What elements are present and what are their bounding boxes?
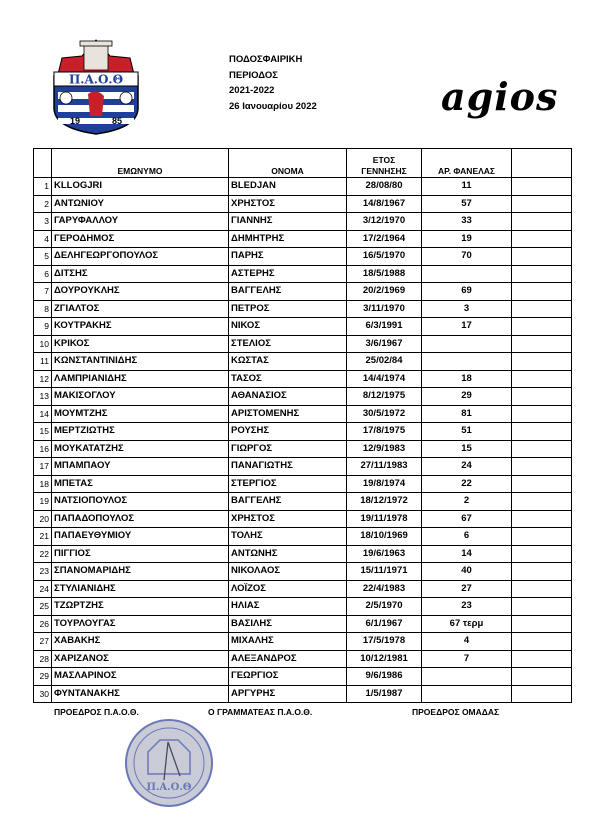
cell-birth-date: 9/6/1986 [347, 668, 422, 686]
cell-jersey: 2 [422, 493, 512, 511]
table-row [34, 178, 572, 196]
cell-surname: ΑΝΤΩΝΙΟΥ [52, 195, 229, 213]
cell-surname: ΜΑΣΛΑΡΙΝΟΣ [52, 668, 229, 686]
cell-surname: ΜΟΥΚΑΤΑΤΖΗΣ [52, 440, 229, 458]
header-jersey: ΑΡ. ΦΑΝΕΛΑΣ [422, 149, 512, 178]
cell-extra [512, 475, 572, 493]
cell-surname: ΦΥΝΤΑΝΑΚΗΣ [52, 685, 229, 703]
row-index: 21 [34, 528, 52, 546]
cell-jersey: 14 [422, 545, 512, 563]
cell-jersey: 81 [422, 405, 512, 423]
cell-surname: ΖΓΙΑΛΤΟΣ [52, 300, 229, 318]
heading-title: ΠΟΔΟΣΦΑΙΡΙΚΗ [229, 54, 303, 65]
footer-team-president: ΠΡΟΕΔΡΟΣ ΟΜΑΔΑΣ [412, 707, 500, 717]
table-row [34, 423, 572, 441]
table-row [34, 633, 572, 651]
cell-surname: ΜΠΑΜΠΑΟΥ [52, 458, 229, 476]
cell-birth-date: 17/5/1978 [347, 633, 422, 651]
heading-season: 2021-2022 [229, 85, 275, 97]
document-heading [229, 52, 317, 114]
cell-jersey [422, 335, 512, 353]
table-row [34, 685, 572, 703]
row-index: 12 [34, 370, 52, 388]
cell-surname: ΚΟΥΤΡΑΚΗΣ [52, 318, 229, 336]
cell-name: ΓΙΑΝΝΗΣ [229, 213, 347, 231]
cell-extra [512, 668, 572, 686]
cell-name: ΡΟΥΣΗΣ [229, 423, 347, 441]
cell-name: ΒΑΓΓΕΛΗΣ [229, 493, 347, 511]
header-surname: ΕΜΩΝΥΜΟ [52, 149, 229, 178]
table-row [34, 405, 572, 423]
cell-jersey: 22 [422, 475, 512, 493]
cell-birth-date: 3/12/1970 [347, 213, 422, 231]
stamp-text: Π.Α.Ο.Θ [146, 782, 192, 793]
cell-birth-date: 20/2/1969 [347, 283, 422, 301]
cell-name: ΑΝΤΩΝΗΣ [229, 545, 347, 563]
cell-name: ΤΑΣΟΣ [229, 370, 347, 388]
row-index: 24 [34, 580, 52, 598]
cell-jersey [422, 265, 512, 283]
cell-surname: ΓΑΡΥΦΑΛΛΟΥ [52, 213, 229, 231]
cell-birth-date: 10/12/1981 [347, 650, 422, 668]
table-row [34, 213, 572, 231]
row-index: 19 [34, 493, 52, 511]
table-row [34, 493, 572, 511]
cell-birth-date: 16/5/1970 [347, 248, 422, 266]
cell-surname: ΜΟΥΜΤΖΗΣ [52, 405, 229, 423]
cell-birth-date: 15/11/1971 [347, 563, 422, 581]
cell-name: ΜΙΧΑΛΗΣ [229, 633, 347, 651]
cell-birth-date: 30/5/1972 [347, 405, 422, 423]
cell-birth-date: 19/8/1974 [347, 475, 422, 493]
cell-surname: ΠΙΓΓΙΟΣ [52, 545, 229, 563]
cell-birth-date: 25/02/84 [347, 353, 422, 371]
cell-name: ΑΣΤΕΡΗΣ [229, 265, 347, 283]
table-row [34, 353, 572, 371]
cell-extra [512, 230, 572, 248]
table-row [34, 458, 572, 476]
cell-birth-date: 17/2/1964 [347, 230, 422, 248]
footer-president: ΠΡΟΕΔΡΟΣ Π.Α.Ο.Θ. [54, 707, 139, 717]
cell-surname: ΣΤΥΛΙΑΝΙΔΗΣ [52, 580, 229, 598]
cell-birth-date: 27/11/1983 [347, 458, 422, 476]
cell-surname: ΝΑΤΣΙΟΠΟΥΛΟΣ [52, 493, 229, 511]
cell-extra [512, 563, 572, 581]
cell-jersey: 24 [422, 458, 512, 476]
header-birth-year-line2: ΓΕΝΝΗΣΗΣ [361, 166, 407, 176]
table-row [34, 318, 572, 336]
cell-birth-date: 14/4/1974 [347, 370, 422, 388]
table-row [34, 580, 572, 598]
table-row [34, 475, 572, 493]
row-index: 27 [34, 633, 52, 651]
cell-extra [512, 335, 572, 353]
cell-extra [512, 178, 572, 196]
cell-jersey: 70 [422, 248, 512, 266]
cell-surname: ΔΕΛΗΓΕΩΡΓΟΠΟΥΛΟΣ [52, 248, 229, 266]
cell-jersey: 6 [422, 528, 512, 546]
cell-jersey [422, 668, 512, 686]
cell-extra [512, 685, 572, 703]
cell-jersey: 29 [422, 388, 512, 406]
cell-extra [512, 195, 572, 213]
cell-extra [512, 598, 572, 616]
cell-birth-date: 3/6/1967 [347, 335, 422, 353]
cell-name: ΣΤΕΛΙΟΣ [229, 335, 347, 353]
cell-birth-date: 18/10/1969 [347, 528, 422, 546]
cell-birth-date: 12/9/1983 [347, 440, 422, 458]
row-index: 2 [34, 195, 52, 213]
cell-jersey: 17 [422, 318, 512, 336]
table-row [34, 440, 572, 458]
table-row [34, 230, 572, 248]
table-row [34, 195, 572, 213]
row-index: 30 [34, 685, 52, 703]
cell-surname: ΤΖΩΡΤΖΗΣ [52, 598, 229, 616]
heading-period: ΠΕΡΙΟΔΟΣ [229, 69, 278, 81]
club-logo [44, 36, 148, 136]
table-row [34, 615, 572, 633]
cell-name: ΛΟΪΖΟΣ [229, 580, 347, 598]
row-index: 26 [34, 615, 52, 633]
cell-jersey: 19 [422, 230, 512, 248]
row-index: 25 [34, 598, 52, 616]
cell-name: ΔΗΜΗΤΡΗΣ [229, 230, 347, 248]
cell-birth-date: 3/11/1970 [347, 300, 422, 318]
cell-surname: ΜΑΚΙΣΟΓΛΟΥ [52, 388, 229, 406]
roster-table [33, 148, 572, 703]
cell-extra [512, 493, 572, 511]
cell-extra [512, 405, 572, 423]
table-row [34, 265, 572, 283]
cell-surname: ΚΡΙΚΟΣ [52, 335, 229, 353]
header-name: ΟΝΟΜΑ [229, 149, 347, 178]
table-row [34, 528, 572, 546]
cell-name: ΑΛΕΞΑΝΔΡΟΣ [229, 650, 347, 668]
cell-jersey: 67 [422, 510, 512, 528]
table-row [34, 283, 572, 301]
cell-jersey: 3 [422, 300, 512, 318]
club-stamp [124, 718, 214, 808]
cell-jersey: 33 [422, 213, 512, 231]
logo-year-left: 19 [70, 116, 81, 126]
cell-surname: ΧΑΒΑΚΗΣ [52, 633, 229, 651]
cell-jersey [422, 353, 512, 371]
row-index: 13 [34, 388, 52, 406]
cell-surname: ΠΑΠΑΕΥΘΥΜΙΟΥ [52, 528, 229, 546]
row-index: 8 [34, 300, 52, 318]
cell-jersey [422, 685, 512, 703]
cell-surname: ΤΟΥΡΛΟΥΓΑΣ [52, 615, 229, 633]
cell-name: ΠΕΤΡΟΣ [229, 300, 347, 318]
table-row [34, 300, 572, 318]
cell-extra [512, 300, 572, 318]
cell-name: ΠΑΡΗΣ [229, 248, 347, 266]
cell-name: ΧΡΗΣΤΟΣ [229, 195, 347, 213]
cell-name: ΝΙΚΟΛΑΟΣ [229, 563, 347, 581]
cell-jersey: 69 [422, 283, 512, 301]
cell-surname: ΔΟΥΡΟΥΚΛΗΣ [52, 283, 229, 301]
table-row [34, 668, 572, 686]
row-index: 14 [34, 405, 52, 423]
table-row [34, 510, 572, 528]
table-row [34, 650, 572, 668]
table-header-row [34, 149, 572, 178]
cell-extra [512, 283, 572, 301]
row-index: 18 [34, 475, 52, 493]
sponsor-brand: agios [441, 74, 559, 119]
cell-extra [512, 265, 572, 283]
cell-jersey: 40 [422, 563, 512, 581]
header-birth-year [347, 149, 422, 178]
table-row [34, 370, 572, 388]
cell-birth-date: 19/11/1978 [347, 510, 422, 528]
cell-extra [512, 615, 572, 633]
cell-extra [512, 423, 572, 441]
table-row [34, 335, 572, 353]
row-index: 29 [34, 668, 52, 686]
cell-name: ΠΑΝΑΓΙΩΤΗΣ [229, 458, 347, 476]
cell-extra [512, 650, 572, 668]
cell-extra [512, 440, 572, 458]
cell-name: ΑΡΙΣΤΟΜΕΝΗΣ [229, 405, 347, 423]
cell-birth-date: 28/08/80 [347, 178, 422, 196]
cell-extra [512, 370, 572, 388]
row-index: 1 [34, 178, 52, 196]
row-index: 9 [34, 318, 52, 336]
cell-extra [512, 353, 572, 371]
row-index: 28 [34, 650, 52, 668]
logo-year-right: 85 [112, 116, 123, 126]
header-birth-year-line1: ΕΤΟΣ [372, 155, 396, 165]
cell-birth-date: 1/5/1987 [347, 685, 422, 703]
table-row [34, 598, 572, 616]
cell-surname: ΧΑΡΙΖΑΝΟΣ [52, 650, 229, 668]
cell-name: ΤΟΛΗΣ [229, 528, 347, 546]
cell-surname: ΛΑΜΠΡΙΑΝΙΔΗΣ [52, 370, 229, 388]
cell-name: ΒΑΣΙΛΗΣ [229, 615, 347, 633]
row-index: 11 [34, 353, 52, 371]
cell-surname: ΚΩΝΣΤΑΝΤΙΝΙΔΗΣ [52, 353, 229, 371]
row-index: 3 [34, 213, 52, 231]
row-index: 16 [34, 440, 52, 458]
cell-surname: ΠΑΠΑΔΟΠΟΥΛΟΣ [52, 510, 229, 528]
cell-extra [512, 458, 572, 476]
footer-secretary: Ο ΓΡΑΜΜΑΤΕΑΣ Π.Α.Ο.Θ. [208, 707, 313, 717]
cell-surname: KLLOGJRI [52, 178, 229, 196]
cell-jersey: 15 [422, 440, 512, 458]
cell-extra [512, 580, 572, 598]
table-row [34, 563, 572, 581]
cell-birth-date: 2/5/1970 [347, 598, 422, 616]
cell-birth-date: 14/8/1967 [347, 195, 422, 213]
cell-name: ΑΡΓΥΡΗΣ [229, 685, 347, 703]
cell-name: ΣΤΕΡΓΙΟΣ [229, 475, 347, 493]
cell-name: ΗΛΙΑΣ [229, 598, 347, 616]
cell-name: BLEDJAN [229, 178, 347, 196]
row-index: 10 [34, 335, 52, 353]
cell-extra [512, 318, 572, 336]
cell-birth-date: 8/12/1975 [347, 388, 422, 406]
cell-extra [512, 248, 572, 266]
cell-jersey: 57 [422, 195, 512, 213]
cell-surname: ΜΕΡΤΖΙΩΤΗΣ [52, 423, 229, 441]
cell-jersey: 7 [422, 650, 512, 668]
cell-name: ΝΙΚΟΣ [229, 318, 347, 336]
table-row [34, 388, 572, 406]
row-index: 5 [34, 248, 52, 266]
cell-birth-date: 18/12/1972 [347, 493, 422, 511]
cell-name: ΓΙΩΡΓΟΣ [229, 440, 347, 458]
cell-extra [512, 388, 572, 406]
cell-extra [512, 213, 572, 231]
cell-surname: ΔΙΤΣΗΣ [52, 265, 229, 283]
heading-date: 26 Ιανουαρίου 2022 [229, 100, 317, 112]
row-index: 22 [34, 545, 52, 563]
cell-name: ΒΑΓΓΕΛΗΣ [229, 283, 347, 301]
cell-surname: ΜΠΕΤΑΣ [52, 475, 229, 493]
cell-surname: ΓΕΡΟΔΗΜΟΣ [52, 230, 229, 248]
header-extra [512, 149, 572, 178]
cell-birth-date: 6/1/1967 [347, 615, 422, 633]
cell-jersey: 51 [422, 423, 512, 441]
cell-birth-date: 22/4/1983 [347, 580, 422, 598]
cell-name: ΑΘΑΝΑΣΙΟΣ [229, 388, 347, 406]
cell-name: ΚΩΣΤΑΣ [229, 353, 347, 371]
cell-name: ΓΕΩΡΓΙΟΣ [229, 668, 347, 686]
row-index: 7 [34, 283, 52, 301]
sponsor-logo [435, 66, 559, 128]
cell-birth-date: 17/8/1975 [347, 423, 422, 441]
cell-extra [512, 633, 572, 651]
logo-text: Π.Α.Ο.Θ [68, 72, 124, 87]
row-index: 15 [34, 423, 52, 441]
row-index: 17 [34, 458, 52, 476]
row-index: 6 [34, 265, 52, 283]
row-index: 4 [34, 230, 52, 248]
cell-name: ΧΡΗΣΤΟΣ [229, 510, 347, 528]
cell-jersey: 23 [422, 598, 512, 616]
cell-birth-date: 18/5/1988 [347, 265, 422, 283]
cell-surname: ΣΠΑΝΟΜΑΡΙΔΗΣ [52, 563, 229, 581]
cell-extra [512, 545, 572, 563]
cell-jersey: 27 [422, 580, 512, 598]
cell-jersey: 67 τερμ [422, 615, 512, 633]
cell-birth-date: 19/6/1963 [347, 545, 422, 563]
cell-birth-date: 6/3/1991 [347, 318, 422, 336]
cell-jersey: 11 [422, 178, 512, 196]
table-row [34, 545, 572, 563]
cell-extra [512, 528, 572, 546]
row-index: 23 [34, 563, 52, 581]
header-index [34, 149, 52, 178]
row-index: 20 [34, 510, 52, 528]
cell-extra [512, 510, 572, 528]
table-row [34, 248, 572, 266]
cell-jersey: 18 [422, 370, 512, 388]
cell-jersey: 4 [422, 633, 512, 651]
